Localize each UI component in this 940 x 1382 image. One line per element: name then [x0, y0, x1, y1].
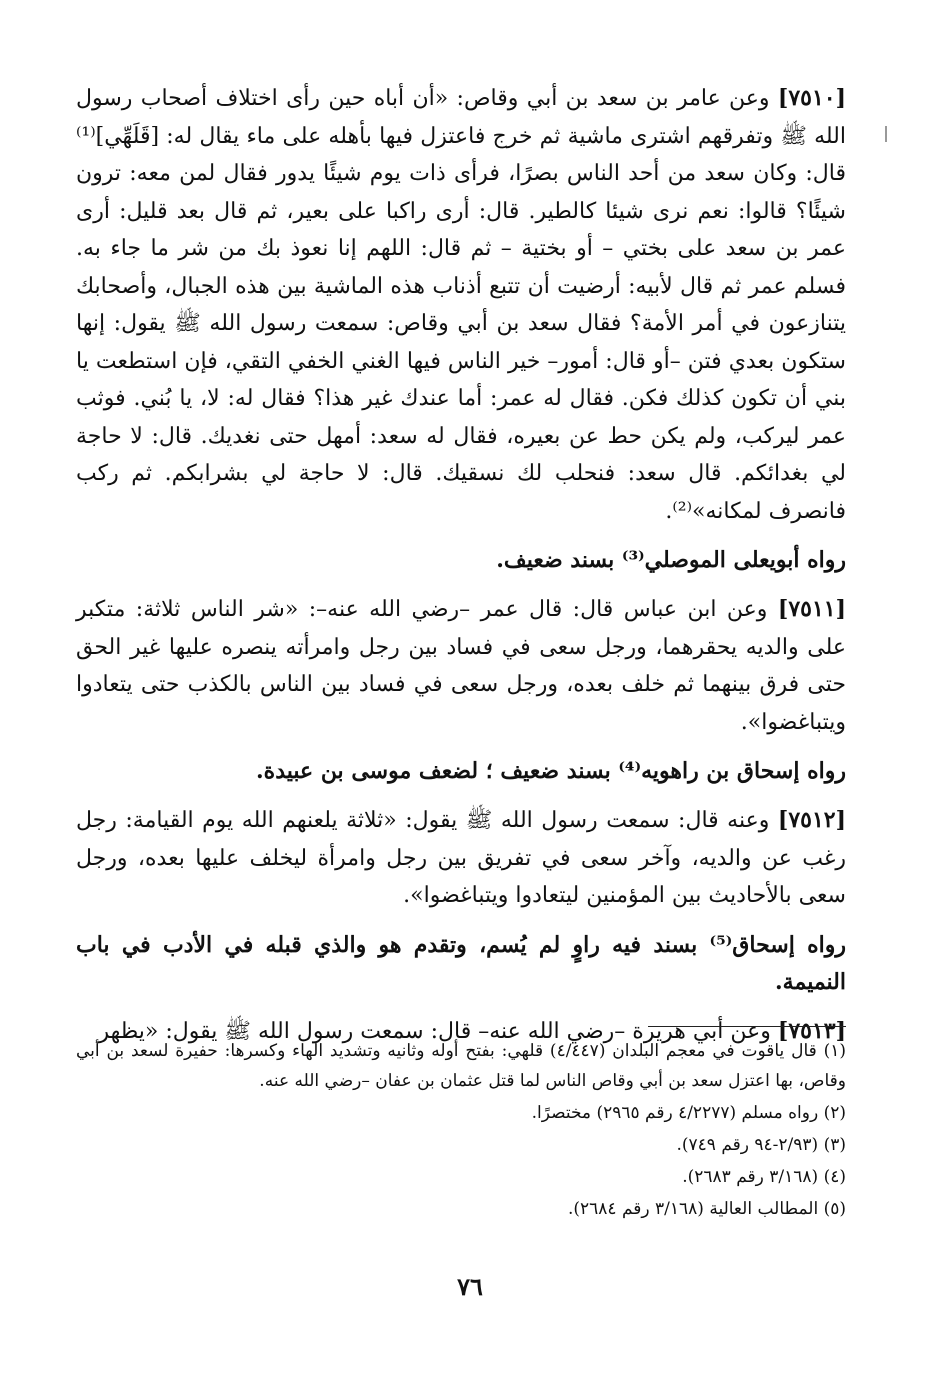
entry-text: وعن عامر بن سعد بن أبي وقاص: «أن أباه حين رأى اختلاف أصحاب رسول الله ﷺ وتفرقهم اشترى ماشية ثم خرج فاعتزل فيها بأهله على ماء يقال له: [قَلَهِّي]⁽¹⁾ قال: وكان سعد من أحد الناس بصرًا، فرأى ذات يوم شيئًا يدور فقال لمن معه: ترون شيئًا؟ قالوا: نعم نرى شيئا كالطير. قال: أرى راكبا على بعير، ثم قال بعد قليل: أرى عمر بن سعد على بختي – أو بختية – ثم قال: اللهم إنا نعوذ بك من شر ما جاء به. فسلم عمر ثم قال لأبيه: أرضيت أن تتبع أذناب هذه الماشية بين هذه الجبال، وأصحابك يتنازعون في أمر الأمة؟ فقال سعد بن أبي وقاص: سمعت رسول الله ﷺ يقول: إنها ستكون بعدي فتن –أو قال: أمور– خير الناس فيها الغني الخفي التقي، فإن استطعت يا بني أن تكون كذلك فكن. فقال له عمر: أما عندك غير هذا؟ فقال له: لا، يا بُني. فوثب عمر ليركب، ولم يكن حط عن بعيره، فقال له سعد: أمهل حتى نغديك. قال: لا حاجة لي بغدائكم. قال سعد: فنحلب لك نسقيك. قال: لا حاجة لي بشرابكم. ثم ركب فانصرف لمكانه»⁽²⁾.: [76, 86, 846, 524]
page-number: ٧٦: [457, 1272, 483, 1301]
entry-number: [٧٥١٣]: [777, 1017, 846, 1044]
main-text: [76, 80, 846, 1050]
entry-note: رواه أبويعلى الموصلي⁽³⁾ بسند ضعيف.: [496, 547, 846, 573]
entry-7511: [76, 591, 846, 741]
entry-note: رواه إسحاق⁽⁵⁾ بسند فيه راوٍ لم يُسم، وتقدم هو والذي قبله في الأدب في باب النميمة.: [76, 931, 846, 995]
footnote: (١) قال ياقوت في معجم البلدان (٤/٤٤٧) قلهي: بفتح أوله وثانيه وتشديد الهاء وكسرها: حفيرة لسعد بن أبي وقاص، بها اعتزل سعد بن أبي وقاص الناس لما قتل عثمان بن عفان –رضي الله عنه.: [76, 1041, 846, 1091]
entry-number: [٧٥١١]: [777, 596, 846, 622]
entry-number: [٧٥١٠]: [777, 85, 847, 111]
footnote: (٥) المطالب العالية (٣/١٦٨ رقم ٢٦٨٤).: [567, 1199, 846, 1219]
entry-text: وعن ابن عباس قال: قال عمر –رضي الله عنه–: «شر الناس ثلاثة: متكبر على والديه يحقرهما، ورجل سعى في فساد بين رجل وامرأته ينصره عليها غير الحق حتى فرق بينهما ثم خلف بعده، ورجل سعى في فساد بين الناس بالكذب حتى يتعادوا ويتباغضوا».: [76, 597, 846, 735]
entry-number: [٧٥١٢]: [777, 807, 846, 833]
footnote: (٢) رواه مسلم (٤/٢٢٧٧ رقم ٢٩٦٥) مختصرًا.: [531, 1103, 846, 1123]
entry-7512: [76, 802, 846, 915]
entry-note: رواه إسحاق بن راهويه⁽⁴⁾ بسند ضعيف ؛ لضعف موسى بن عبيدة.: [256, 758, 846, 784]
entry-text: وعن أبي هريرة –رضي الله عنه– قال: سمعت رسول الله ﷺ يقول: «يظهر: [98, 1018, 771, 1044]
footnotes: [76, 1036, 846, 1226]
margin-mark: [885, 126, 887, 142]
entry-7510: [76, 80, 846, 530]
footnote: (٤) (٣/١٦٨ رقم ٢٦٨٣).: [682, 1167, 846, 1187]
entry-text: وعنه قال: سمعت رسول الله ﷺ يقول: «ثلاثة يلعنهم الله يوم القيامة: رجل رغب عن والديه، وآخر سعى في تفريق بين رجل وامرأة ليخلف عليها بعده، ورجل سعى بالأحاديث بين المؤمنين ليتعادوا ويتباغضوا».: [76, 808, 846, 908]
footnote-divider: [648, 1026, 846, 1027]
footnote: (٣) (٢/٩٣-٩٤ رقم ٧٤٩).: [676, 1135, 846, 1155]
